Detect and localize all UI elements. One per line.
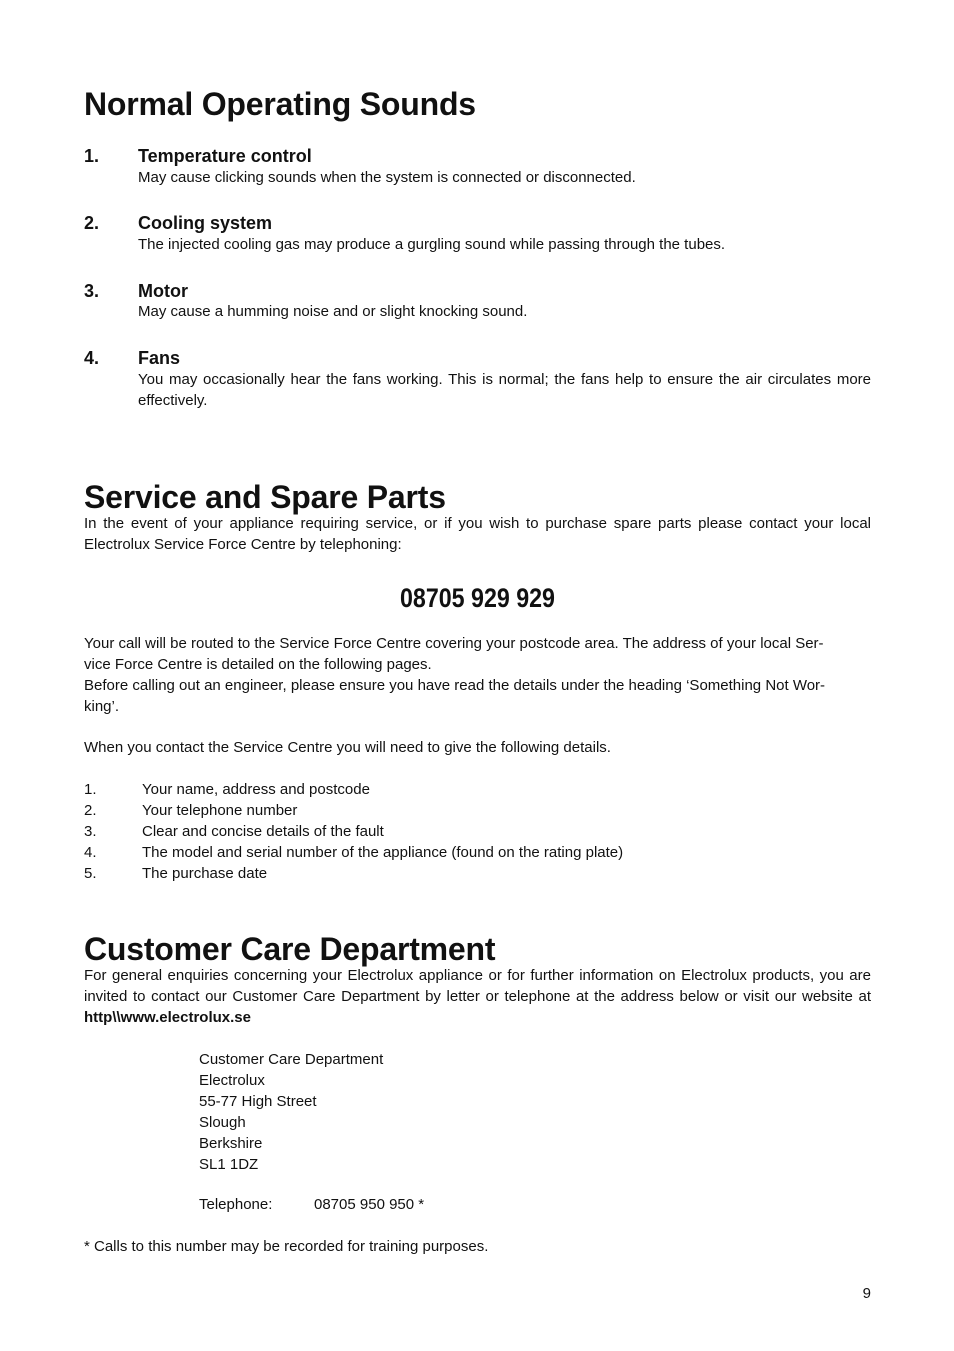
- address-line: Slough: [199, 1114, 246, 1131]
- list-item: [84, 821, 871, 842]
- sound-item-title: Temperature control: [138, 146, 312, 166]
- heading-normal-operating-sounds: Normal Operating Sounds: [84, 86, 476, 122]
- address-line: Electrolux: [199, 1072, 265, 1089]
- sound-item-number: 2.: [84, 213, 100, 233]
- sound-item-number: 1.: [84, 146, 100, 166]
- sound-item-body: May cause clicking sounds when the system is connected or disconnected.: [138, 169, 636, 186]
- list-item-text: The purchase date: [142, 865, 268, 882]
- care-telephone-label: Telephone:: [199, 1196, 273, 1213]
- service-routing-line-2: vice Force Centre is detailed on the following pages.: [84, 656, 432, 673]
- care-telephone-value: 08705 950 950 *: [314, 1196, 425, 1213]
- list-item-number: 1.: [84, 781, 97, 798]
- care-telephone-row: [199, 1194, 424, 1215]
- sound-item-title: Cooling system: [138, 213, 273, 233]
- list-item: [84, 800, 871, 821]
- service-engineer-line-2: king’.: [84, 698, 120, 715]
- sound-item-body: The injected cooling gas may produce a gurgling sound while passing through the tubes.: [138, 236, 726, 253]
- care-website-link[interactable]: http\\www.electrolux.se: [84, 1009, 251, 1026]
- service-phone-number: 08705 929 929: [400, 583, 555, 613]
- care-intro-text: For general enquiries concerning your Electrolux appliance or for further information on Electrolux products, you are invited to contact our Customer Care Department by letter or telephone at the address below or visit our website at: [84, 967, 871, 1005]
- sound-item-number: 3.: [84, 281, 100, 301]
- address-line: Berkshire: [199, 1135, 263, 1152]
- list-item-text: The model and serial number of the appliance (found on the rating plate): [142, 844, 624, 861]
- sound-item-title: Motor: [138, 281, 188, 301]
- service-routing-paragraph: [84, 633, 871, 717]
- list-item-number: 2.: [84, 802, 97, 819]
- address-line: Customer Care Department: [199, 1051, 384, 1068]
- sound-item-title: Fans: [138, 348, 181, 368]
- list-item-text: Clear and concise details of the fault: [142, 823, 384, 840]
- address-line: SL1 1DZ: [199, 1156, 259, 1173]
- sound-item-body: May cause a humming noise and or slight knocking sound.: [138, 303, 528, 320]
- service-engineer-line-1: Before calling out an engineer, please ensure you have read the details under the heading ‘Something Not Wor-: [84, 677, 826, 694]
- list-item: [84, 842, 871, 863]
- service-details-intro: When you contact the Service Centre you will need to give the following details.: [84, 739, 611, 756]
- heading-service-and-spare-parts: Service and Spare Parts: [84, 479, 446, 515]
- list-item-number: 4.: [84, 844, 97, 861]
- list-item: [84, 863, 871, 884]
- care-address-block: [199, 1049, 383, 1175]
- address-line: 55-77 High Street: [199, 1093, 317, 1110]
- list-item-text: Your name, address and postcode: [142, 781, 370, 798]
- care-footnote: * Calls to this number may be recorded for training purposes.: [84, 1238, 489, 1255]
- service-routing-line-1: Your call will be routed to the Service Force Centre covering your postcode area. The address of your local Ser-: [84, 635, 824, 652]
- list-item-text: Your telephone number: [142, 802, 298, 819]
- service-intro: In the event of your appliance requiring service, or if you wish to purchase spare parts please contact your local Electrolux Service Force Centre by telephoning:: [84, 515, 871, 553]
- page-number: 9: [862, 1285, 871, 1302]
- heading-customer-care-department: Customer Care Department: [84, 931, 496, 967]
- care-intro: [84, 965, 871, 1028]
- document-page: [84, 0, 871, 1351]
- service-details-list: [84, 779, 871, 884]
- sound-item-body: You may occasionally hear the fans working. This is normal; the fans help to ensure the air circulates more effectively.: [138, 371, 871, 409]
- list-item-number: 3.: [84, 823, 97, 840]
- list-item-number: 5.: [84, 865, 97, 882]
- list-item: [84, 779, 871, 800]
- sound-item-number: 4.: [84, 348, 100, 368]
